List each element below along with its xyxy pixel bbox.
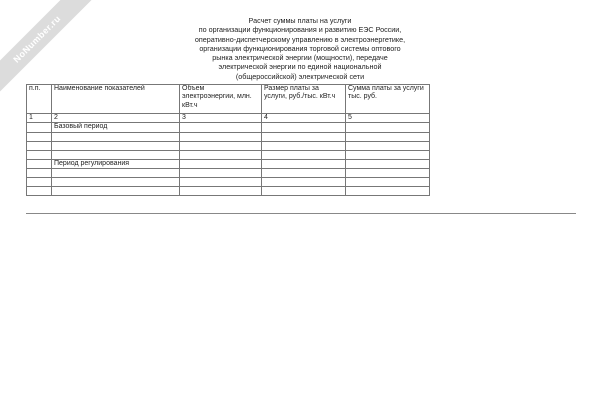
table-cell (180, 159, 262, 168)
table-cell (180, 123, 262, 132)
table-cell (180, 178, 262, 187)
table-cell (180, 132, 262, 141)
table-row (27, 187, 430, 196)
table-cell (52, 178, 180, 187)
table-cell: Период регулирования (52, 159, 180, 168)
table-cell (346, 123, 430, 132)
header-cell: Наименование показателей (52, 85, 180, 114)
table-cell (52, 141, 180, 150)
table-cell (262, 150, 346, 159)
table-cell (180, 141, 262, 150)
horizontal-divider (26, 213, 576, 214)
table-row (27, 141, 430, 150)
column-number-cell: 5 (346, 114, 430, 123)
table-cell (27, 187, 52, 196)
table-cell: Базовый период (52, 123, 180, 132)
table-cell (27, 178, 52, 187)
payment-table (26, 84, 430, 196)
table-row (27, 178, 430, 187)
table-cell (346, 178, 430, 187)
column-number-cell: 1 (27, 114, 52, 123)
table-cell (346, 132, 430, 141)
header-cell: Объем электроэнергии, млн. кВт.ч (180, 85, 262, 114)
table-cell (27, 150, 52, 159)
table-cell (346, 141, 430, 150)
table-row (27, 169, 430, 178)
table-row (27, 150, 430, 159)
table-cell (346, 150, 430, 159)
title-line: рынка электрической энергии (мощности), передаче (212, 53, 388, 63)
table-cell (52, 169, 180, 178)
table-cell (262, 123, 346, 132)
table-cell (27, 132, 52, 141)
header-cell: Сумма платы за услуги тыс. руб. (346, 85, 430, 114)
table-cell (180, 187, 262, 196)
table-cell (346, 169, 430, 178)
header-cell: Размер платы за услуги, руб./тыс. кВт.ч (262, 85, 346, 114)
table-cell (52, 132, 180, 141)
table-cell (262, 159, 346, 168)
table-cell (346, 187, 430, 196)
table-cell (262, 178, 346, 187)
table-cell (52, 187, 180, 196)
table-header-row (27, 85, 430, 114)
title-line: оперативно-диспетчерскому управлению в электроэнергетике, (194, 34, 406, 44)
column-number-cell: 4 (262, 114, 346, 123)
table-cell (262, 187, 346, 196)
table-cell (27, 141, 52, 150)
column-number-cell: 2 (52, 114, 180, 123)
table-cell (52, 150, 180, 159)
table-cell (27, 159, 52, 168)
title-line: (общероссийской) электрической сети (235, 71, 365, 81)
title-line: по организации функционирования и развитию ЕЭС России, (198, 25, 402, 35)
column-number-cell: 3 (180, 114, 262, 123)
column-number-row (27, 114, 430, 123)
watermark-text: NoNumber.ru (11, 13, 63, 65)
table-cell (262, 141, 346, 150)
table-row (27, 132, 430, 141)
table-cell (27, 169, 52, 178)
table-row (27, 123, 430, 132)
table-cell (180, 150, 262, 159)
title-line: Расчет суммы платы на услуги (248, 16, 352, 25)
table-cell (346, 159, 430, 168)
table-cell (262, 169, 346, 178)
document-title (180, 16, 420, 81)
table-cell (27, 123, 52, 132)
table-row (27, 159, 430, 168)
table-cell (180, 169, 262, 178)
title-line: электрической энергии по единой национальной (218, 62, 382, 72)
title-line: организации функционирования торговой системы оптового (199, 43, 401, 53)
header-cell: п.п. (27, 85, 52, 114)
table-cell (262, 132, 346, 141)
